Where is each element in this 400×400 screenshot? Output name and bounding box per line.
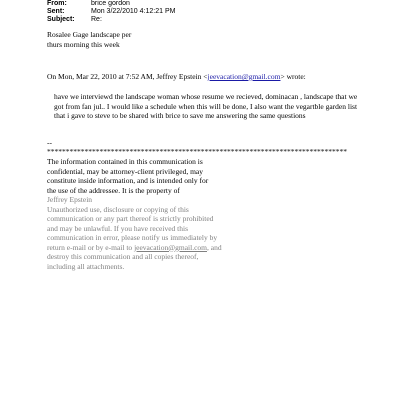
- return-prefix: return e-mail or by e-mail to: [47, 242, 135, 252]
- disclaimer-line: Unauthorized use, disclosure or copying of this: [47, 204, 189, 214]
- quoted-message: have we interviewd the landscape woman whose resume we recieved, dominacan , landscape that we got from fan jul.. I would like a schedule when this will be done, I also want the vegartble garden list that i gave to steve to be shared with brice to save me answering the same questions: [54, 92, 358, 120]
- disclaimer-line: communication or any part thereof is strictly prohibited: [47, 214, 214, 223]
- sent-value: Mon 3/22/2010 4:12:21 PM: [91, 8, 176, 15]
- disclaimer-line: destroy this communication and all copies thereof,: [47, 252, 199, 261]
- reply-line-2: thurs morning this week: [47, 39, 120, 49]
- disclaimer-line: confidential, may be attorney-client privileged, may: [47, 166, 203, 176]
- disclaimer-line: including all attachments.: [47, 261, 125, 271]
- email-header: [47, 0, 175, 24]
- subject-row: [47, 16, 175, 24]
- from-label: From:: [47, 0, 67, 7]
- disclaimer-return-line: [47, 243, 247, 253]
- from-row: [47, 0, 175, 8]
- sender-email-link[interactable]: jeevacation@gmail.com: [207, 72, 281, 81]
- disclaimer-line: the use of the addressee. It is the property of: [47, 185, 180, 195]
- sent-row: [47, 8, 175, 16]
- disclaimer-line: The information contained in this communication is: [47, 157, 203, 166]
- disclaimer-line: Jeffrey Epstein: [47, 195, 93, 204]
- disclaimer-line: communication in error, please notify us immediately by: [47, 233, 218, 242]
- quote-intro: [47, 72, 306, 81]
- reply-body: [47, 30, 131, 49]
- signature-dashes: --: [47, 138, 52, 147]
- disclaimer-line: and may be unlawful. If you have received this: [47, 223, 188, 233]
- quote-intro-suffix: > wrote:: [280, 72, 306, 81]
- asterisk-separator: ********************************************************************************: [47, 147, 347, 156]
- quote-intro-prefix: On Mon, Mar 22, 2010 at 7:52 AM, Jeffrey Epstein <: [47, 72, 208, 81]
- confidentiality-disclaimer: [47, 157, 247, 271]
- disclaimer-gray-section: [47, 195, 247, 271]
- disclaimer-line: constitute inside information, and is intended only for: [47, 176, 209, 185]
- sent-label: Sent:: [47, 8, 65, 15]
- subject-value: Re:: [91, 16, 102, 23]
- from-value: brice gordon: [91, 0, 130, 7]
- return-suffix: , and: [206, 242, 222, 252]
- return-email-link[interactable]: jeevacation@gmail.com: [134, 242, 207, 252]
- reply-line-1: Rosalee Gage landscape per: [47, 30, 132, 39]
- subject-label: Subject:: [47, 16, 75, 23]
